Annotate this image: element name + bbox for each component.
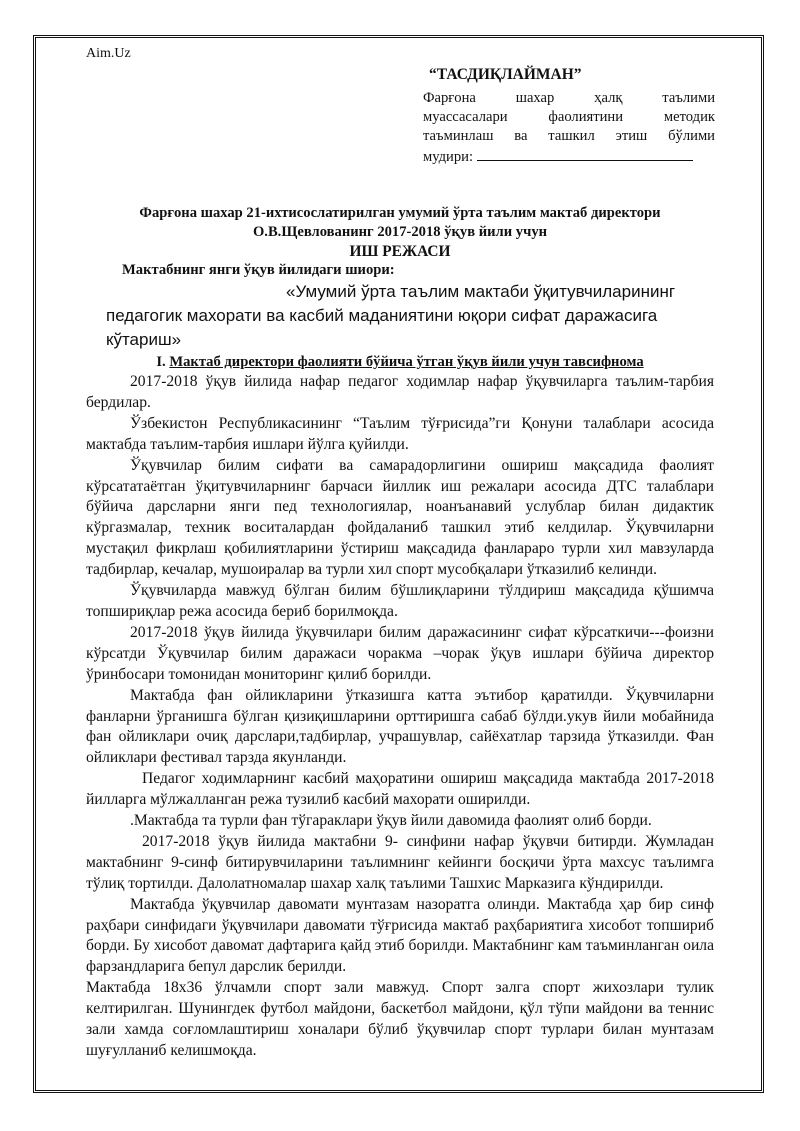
- site-watermark: Aim.Uz: [86, 46, 131, 61]
- paragraph: .Мактабда та турли фан тўгараклари ўқув йили давомида фаолият олиб борди.: [130, 812, 652, 830]
- approval-block: [423, 65, 715, 167]
- paragraph: 2017-2018 ўқув йилида нафар педагог ходимлар нафар ўқувчиларга таълим-тарбия бердилар.: [86, 373, 714, 411]
- approval-title: “ТАСДИҚЛАЙМАН”: [429, 66, 582, 83]
- signature-line: [477, 146, 693, 161]
- section-title: Мактаб директори фаолияти бўйича ўтган ўқув йили учун тавсифнома: [169, 354, 644, 370]
- section-number: I.: [156, 354, 166, 370]
- motto-text: [86, 280, 714, 352]
- motto-label: Мактабнинг янги ўқув йилидаги шиори:: [122, 262, 395, 278]
- plan-title: ИШ РЕЖАСИ: [349, 243, 451, 260]
- paragraph: Ўзбекистон Республикасининг “Таълим тўғрисида”ги Қонуни талаблари асосида мактабда таълим-тарбия ишлари йўлга қуйилди.: [86, 414, 714, 453]
- paragraph: Мактабда ўқувчилар давомати мунтазам назоратга олинди. Мактабда ҳар бир синф раҳбари синфидаги ўқувчилари давомати тўғрисида мактаб раҳбариятига хисобот топшириб борди. Бу хисобот давомат дафтарига қайд этиб борилди. Мактабнинг кам таъминланган оила фарзандларига бепул дарслик берилди.: [86, 895, 714, 976]
- paragraph: Мактабда фан ойликларини ўтказишга катта эътибор қаратилди. Ўқувчиларни фанларни ўрганишга бўлган қизиқишларини орттиришга сабаб бўлди.укув йили мобайнида фан ойликлари очиқ дарслари,тадбирлар, учрашувлар, сайёхатлар тарзида ўтказилди. Фан ойликлари фестивал тарзда якунланди.: [86, 686, 714, 767]
- paragraph: Педагог ходимларнинг касбий маҳоратини ошириш мақсадида мактабда 2017-2018 йилларга мўлжалланган режа тузилиб касбий махорати оширилди.: [86, 770, 714, 809]
- approval-line: [423, 146, 715, 167]
- document-body: [86, 372, 714, 1062]
- motto-line-1: «Умумий ўрта таълим мактаби ўқитувчиларининг: [286, 282, 676, 301]
- paragraph: Ўқувчиларда мавжуд бўлган билим бўшлиқларини тўлдириш мақсадида қўшимча топшириқлар режа асосида бериб борилмоқда.: [86, 582, 714, 620]
- paragraph: 2017-2018 ўқув йилида мактабни 9- синфини нафар ўқувчи битирди. Жумладан мактабнинг 9-синф битирувчиларини таълимнинг кейинги босқичи ўрта махсус таълимга тўлиқ тортилди. Далолатномалар шахар халқ таълими Ташхис Марказига кўндирилди.: [86, 832, 714, 892]
- approval-line: муассасалари фаолиятини методик: [423, 109, 715, 125]
- approval-line: Фарғона шахар ҳалқ таълими: [423, 90, 715, 106]
- paragraph: 2017-2018 ўқув йилида ўқувчилари билим даражасининг сифат кўрсаткичи---фоизни кўрсатди Ўқувчилар билим даражаси чоракма –чорак ўқув ишлари бўйича директор ўринбосари томонидан мониторинг қилиб борилди.: [86, 623, 714, 683]
- approval-line: таъминлаш ва ташкил этиш бўлими: [423, 128, 715, 144]
- document-page: [86, 45, 714, 1062]
- heading-line-1: Фарғона шахар 21-ихтисослатирилган умумий ўрта таълим мактаб директори: [139, 205, 661, 221]
- approval-role: мудири:: [423, 149, 474, 165]
- paragraph: Ўқувчилар билим сифати ва самарадорлигини ошириш мақсадида фаолият кўрсататаётган ўқитувчиларнинг барчаси йиллик иш режалари асосида ДТС талаблари бўйича дарсларни янги пед технологиялар, ноанъанавий услублар билан дидактик кўргазмалар, техник воситалардан фойдаланиб ташкил этиб келдилар. Ўқувчиларни мустақил фикрлаш қобилиятларини ўстириш мақсадида фанлараро турли хил мавзуларда тадбирлар, кечалар, мушоиралар ва турли хил спорт мусобқалари ўтказилиб келинди.: [86, 456, 714, 579]
- section-heading: [86, 352, 714, 372]
- paragraph: Мактабда 18х36 ўлчамли спорт зали мавжуд. Спорт залга спорт жихозлари тулик келтирилган. Шунингдек футбол майдони, баскетбол майдони, қўл тўпи майдони ва теннис зали хамда соғломлаштириш хоналари бўлиб ўқувчилар спорт турлари билан мунтазам шуғулланиб келишмоқда.: [86, 979, 714, 1059]
- heading-line-2: О.В.Щевлованинг 2017-2018 ўқув йили учун: [252, 224, 548, 240]
- motto-line-3: кўтариш»: [106, 330, 182, 349]
- motto-line-2: педагогик махорати ва касбий маданиятини юқори сифат даражасига: [106, 306, 658, 325]
